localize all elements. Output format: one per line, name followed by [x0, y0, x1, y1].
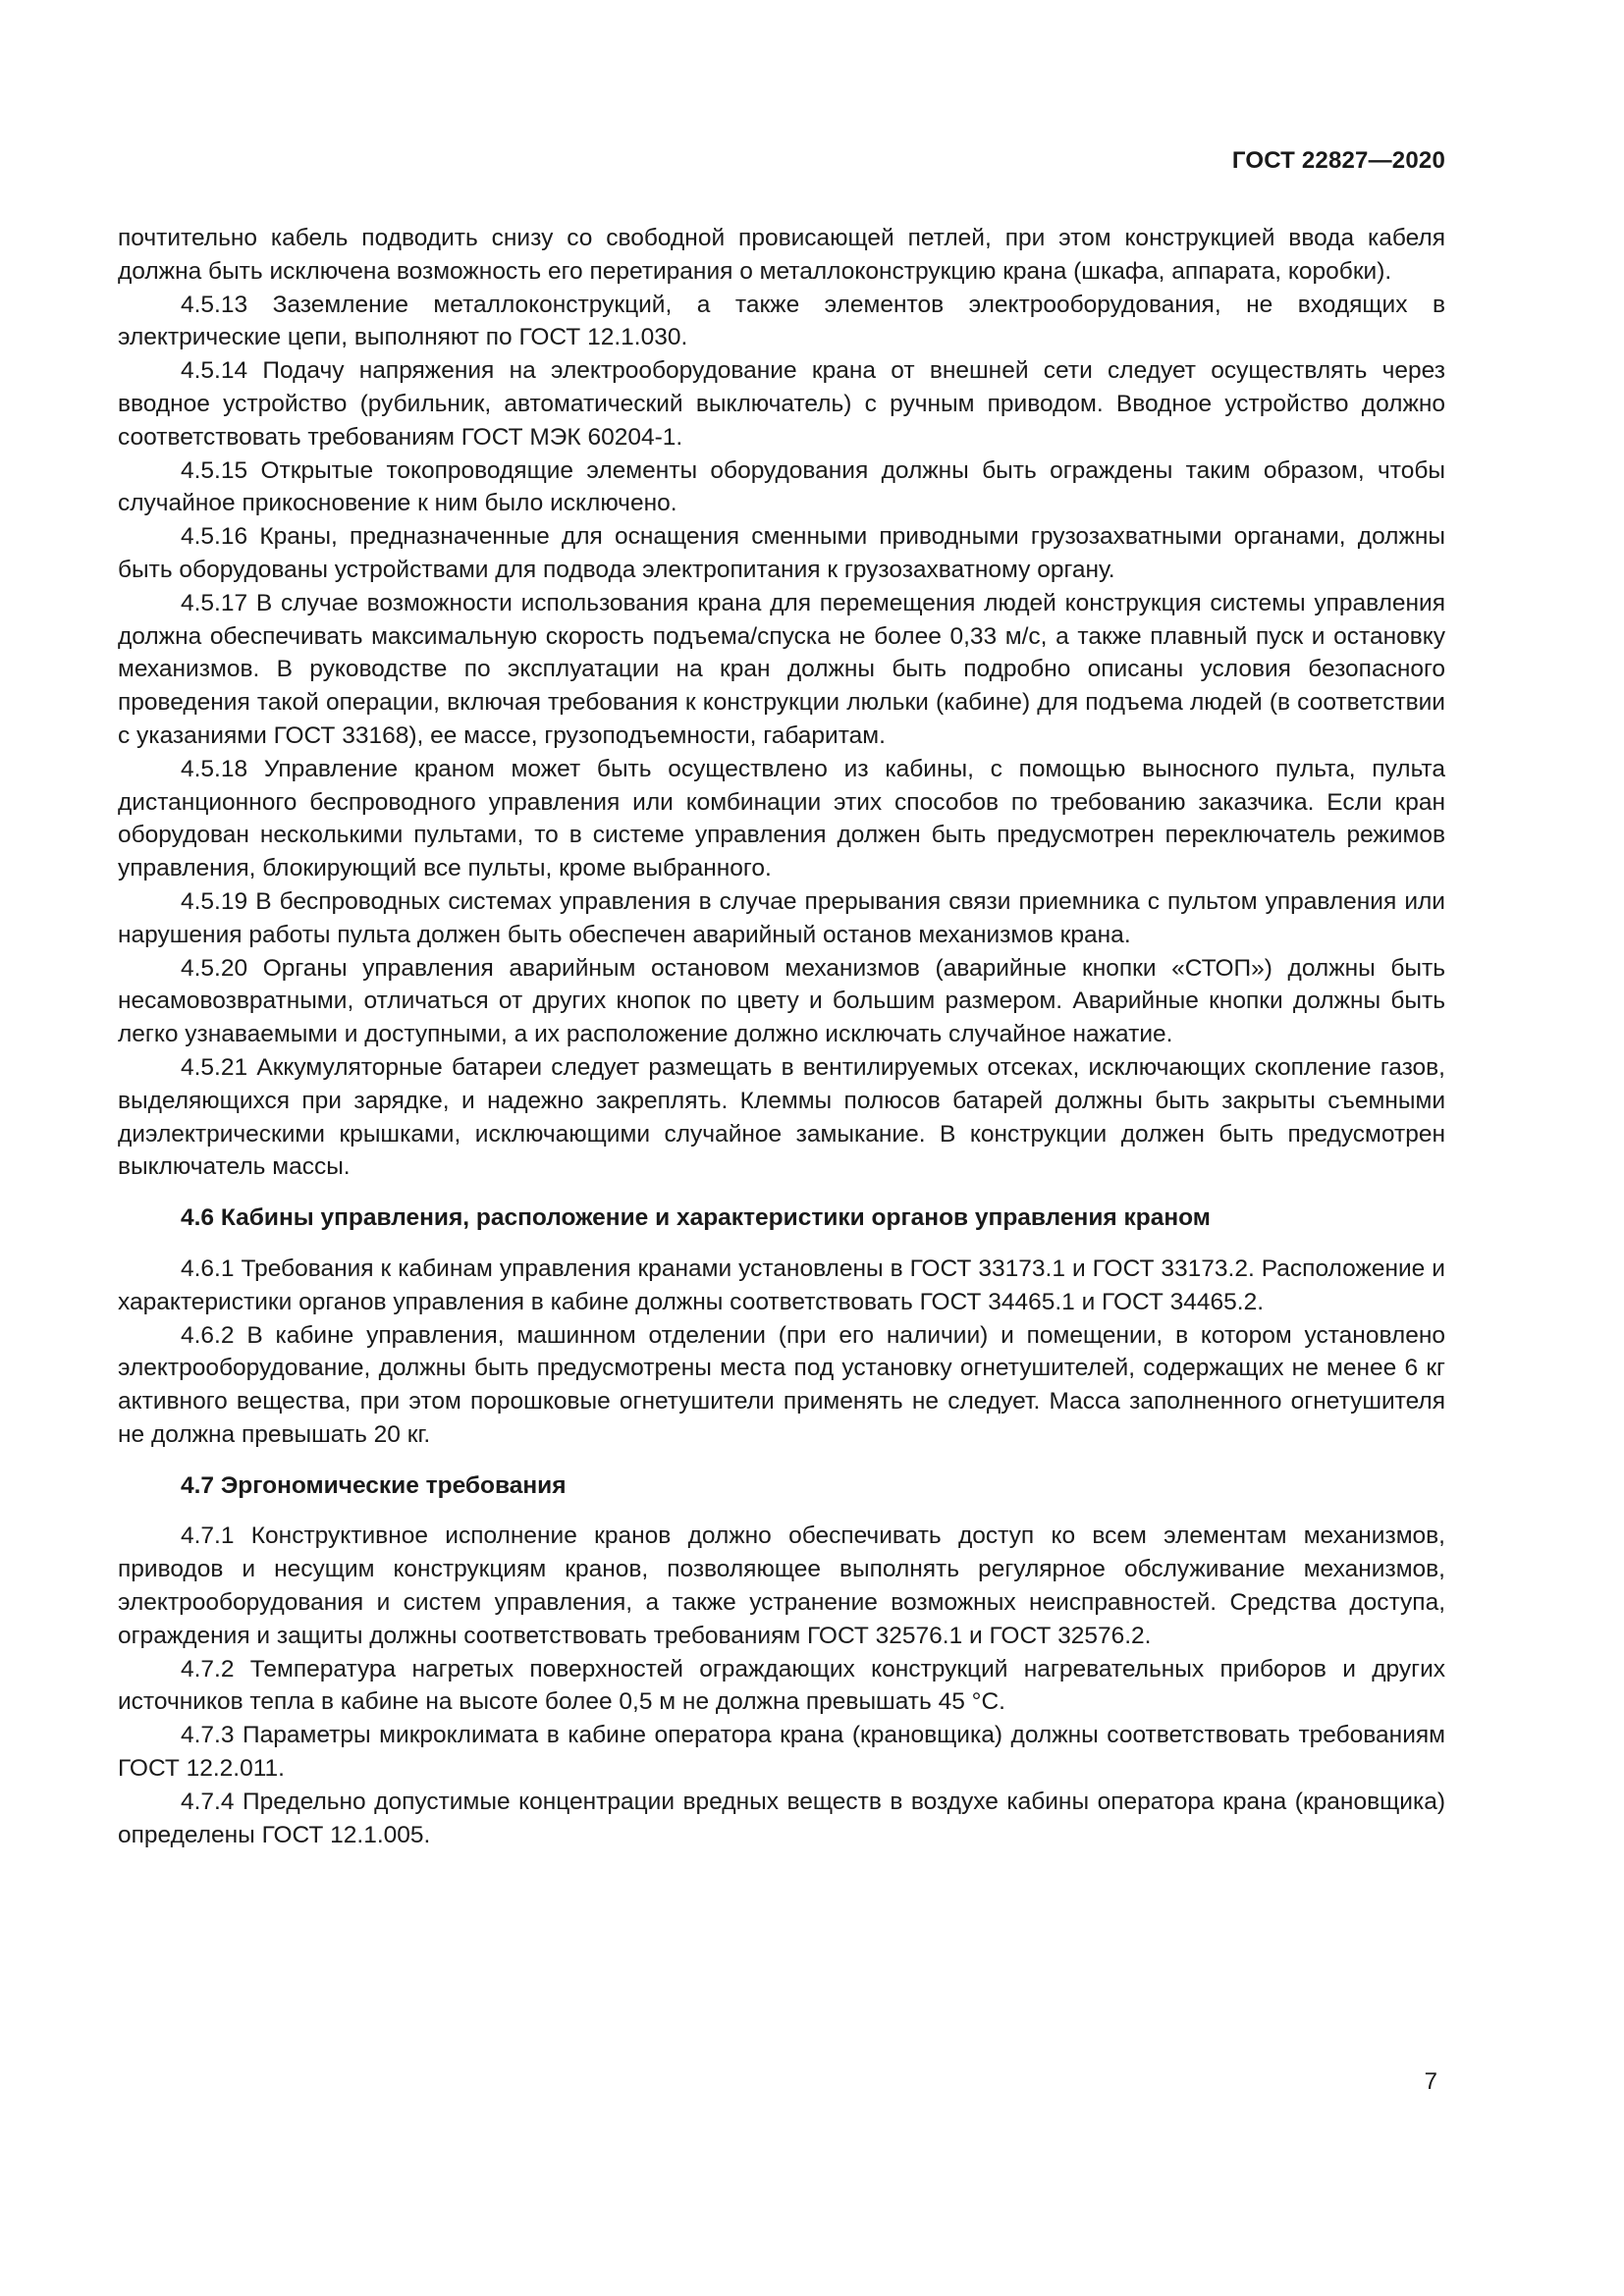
- section-heading-4-7: 4.7 Эргономические требования: [181, 1471, 567, 1499]
- document-code-header: ГОСТ 22827—2020: [1231, 147, 1445, 174]
- paragraph-4-5-13: 4.5.13 Заземление металлоконструкций, а также элементов электрооборудования, не входящих в электрические цепи, выполняют по ГОСТ 12.1.030.: [118, 291, 1445, 351]
- paragraph-4-5-14: 4.5.14 Подачу напряжения на электрооборудование крана от внешней сети следует осуществлять через вводное устройство (рубильник, автоматический выключатель) с ручным приводом. Вводное устройство должно соответствовать требованиям ГОСТ МЭК 60204-1.: [118, 357, 1445, 451]
- paragraph-continuation: почтительно кабель подводить снизу со свободной провисающей петлей, при этом конструкцией ввода кабеля должна быть исключена возможность его перетирания о металлоконструкцию крана (шкафа, аппарата, коробки).: [118, 225, 1445, 285]
- paragraph-4-5-19: 4.5.19 В беспроводных системах управления в случае прерывания связи приемника с пультом управления или нарушения работы пульта должен быть обеспечен аварийный останов механизмов крана.: [118, 887, 1445, 948]
- paragraph-4-5-20: 4.5.20 Органы управления аварийным остановом механизмов (аварийные кнопки «СТОП») должны быть несамовозвратными, отличаться от других кнопок по цвету и большим размером. Аварийные кнопки должны быть легко узнаваемыми и доступными, а их расположение должно исключать случайное нажатие.: [118, 954, 1445, 1048]
- paragraph-4-6-2: 4.6.2 В кабине управления, машинном отделении (при его наличии) и помещении, в котором установлено электрооборудование, должны быть предусмотрены места под установку огнетушителей, содержащих не менее 6 кг активного вещества, при этом порошковые огнетушители применять не следует. Масса заполненного огнетушителя не должна превышать 20 кг.: [118, 1321, 1445, 1448]
- paragraph-4-5-15: 4.5.15 Открытые токопроводящие элементы оборудования должны быть ограждены таким образом, чтобы случайное прикосновение к ним было исключено.: [118, 456, 1445, 517]
- paragraph-4-5-18: 4.5.18 Управление краном может быть осуществлено из кабины, с помощью выносного пульта, пульта дистанционного беспроводного управления или комбинации этих способов по требованию заказчика. Если кран оборудован несколькими пультами, то в системе управления должен быть предусмотрен переключатель режимов управления, блокирующий все пульты, кроме выбранного.: [118, 755, 1445, 882]
- section-heading-4-6: 4.6 Кабины управления, расположение и характеристики органов управления краном: [181, 1204, 1211, 1232]
- paragraph-4-7-4: 4.7.4 Предельно допустимые концентрации вредных веществ в воздухе кабины оператора крана (крановщика) определены ГОСТ 12.1.005.: [118, 1788, 1445, 1848]
- page-number: 7: [1424, 2068, 1437, 2095]
- paragraph-4-5-17: 4.5.17 В случае возможности использования крана для перемещения людей конструкция системы управления должна обеспечивать максимальную скорость подъема/спуска не более 0,33 м/с, а также плавный пуск и остановку механизмов. В руководстве по эксплуатации на кран должны быть подробно описаны условия безопасного проведения такой операции, включая требования к конструкции люльки (кабине) для подъема людей (в соответствии с указаниями ГОСТ 33168), ее массе, грузоподъемности, габаритам.: [118, 589, 1445, 749]
- paragraph-4-5-16: 4.5.16 Краны, предназначенные для оснащения сменными приводными грузозахватными органами, должны быть оборудованы устройствами для подвода электропитания к грузозахватному органу.: [118, 523, 1445, 583]
- paragraph-4-7-3: 4.7.3 Параметры микроклимата в кабине оператора крана (крановщика) должны соответствовать требованиям ГОСТ 12.2.011.: [118, 1722, 1445, 1783]
- document-body: [118, 222, 1445, 1851]
- paragraph-4-5-21: 4.5.21 Аккумуляторные батареи следует размещать в вентилируемых отсеках, исключающих скопление газов, выделяющихся при зарядке, и надежно закреплять. Клеммы полюсов батарей должны быть закрыты съемными диэлектрическими крышками, исключающими случайное замыкание. В конструкции должен быть предусмотрен выключатель массы.: [118, 1053, 1445, 1181]
- paragraph-4-7-2: 4.7.2 Температура нагретых поверхностей ограждающих конструкций нагревательных приборов и других источников тепла в кабине на высоте более 0,5 м не должна превышать 45 °С.: [118, 1655, 1445, 1716]
- paragraph-4-6-1: 4.6.1 Требования к кабинам управления кранами установлены в ГОСТ 33173.1 и ГОСТ 33173.2. Расположение и характеристики органов управления в кабине должны соответствовать ГОСТ 34465.1 и ГОСТ 34465.2.: [118, 1255, 1445, 1315]
- paragraph-4-7-1: 4.7.1 Конструктивное исполнение кранов должно обеспечивать доступ ко всем элементам механизмов, приводов и несущим конструкциям кранов, позволяющее выполнять регулярное обслуживание механизмов, электрооборудования и систем управления, а также устранение возможных неисправностей. Средства доступа, ограждения и защиты должны соответствовать требованиям ГОСТ 32576.1 и ГОСТ 32576.2.: [118, 1522, 1445, 1649]
